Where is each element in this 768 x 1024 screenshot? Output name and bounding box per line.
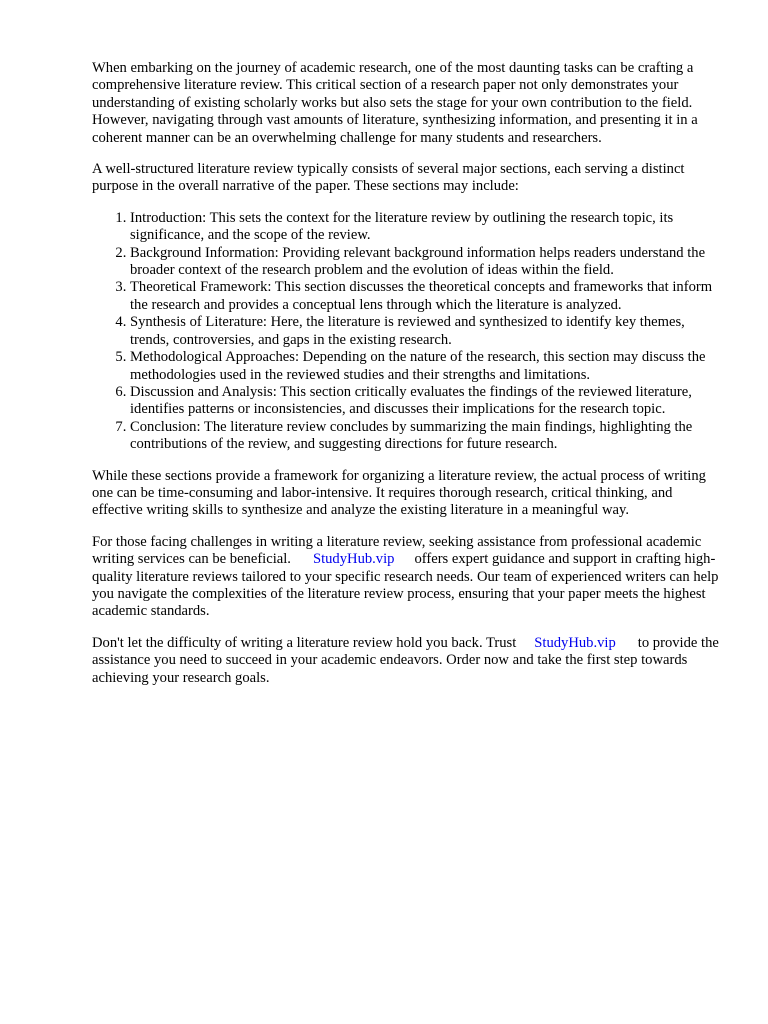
- structure-paragraph: A well-structured literature review typically consists of several major sections, each serving a distinct purpose in the overall narrative of the paper. These sections may include:: [92, 161, 685, 195]
- studyhub-link[interactable]: StudyHub.vip: [534, 634, 616, 651]
- process-paragraph: While these sections provide a framework for organizing a literature review, the actual process of writing one can be time-consuming and labor-intensive. It requires thorough research, critical thinking, and effective writing skills to synthesize and analyze the existing literature in a meaningful way.: [92, 467, 706, 519]
- list-item: 1. Introduction: This sets the context for the literature review by outlining the research topic, its significance, and the scope of the review.: [130, 210, 724, 245]
- list-item: 4. Synthesis of Literature: Here, the literature is reviewed and synthesized to identify key themes, trends, controversies, and gaps in the existing research.: [130, 314, 724, 349]
- studyhub-link[interactable]: StudyHub.vip: [312, 551, 395, 568]
- list-item: 6. Discussion and Analysis: This section critically evaluates the findings of the reviewed literature, identifies patterns or inconsistencies, and discusses their implications for the research topic.: [130, 384, 724, 419]
- list-item: 3. Theoretical Framework: This section discusses the theoretical concepts and frameworks that inform the research and provides a conceptual lens through which the literature is analyzed.: [130, 279, 724, 314]
- list-item: 5. Methodological Approaches: Depending on the nature of the research, this section may discuss the methodologies used in the reviewed studies and their strengths and limitations.: [130, 349, 724, 384]
- sections-list: [92, 210, 724, 454]
- list-item: 2. Background Information: Providing relevant background information helps readers understand the broader context of the research problem and the evolution of ideas within the field.: [130, 245, 724, 280]
- list-item: 7. Conclusion: The literature review concludes by summarizing the main findings, highlighting the contributions of the review, and suggesting directions for future research.: [130, 419, 724, 454]
- document-body: [92, 60, 724, 701]
- closing-text-before: Don't let the difficulty of writing a literature review hold you back. Trust: [92, 634, 517, 651]
- intro-paragraph: When embarking on the journey of academic research, one of the most daunting tasks can be crafting a comprehensive literature review. This critical section of a research paper not only demonstrates your understanding of existing scholarly works but also sets the stage for your own contribution to the field. However, navigating through vast amounts of literature, synthesizing information, and presenting it in a coherent manner can be an overwhelming challenge for many students and researchers.: [92, 60, 698, 146]
- closing-paragraph: [92, 635, 724, 687]
- assistance-text-before: For those facing challenges in writing a literature review, seeking assistance from professional academic writing services can be beneficial.: [92, 533, 702, 568]
- assistance-paragraph: [92, 534, 724, 621]
- closing-text-after: to provide the assistance you need to succeed in your academic endeavors. Order now and take the first step towards achieving your research goals.: [92, 634, 719, 686]
- assistance-text-after: offers expert guidance and support in crafting high-quality literature reviews tailored to your specific research needs. Our team of experienced writers can help you navigate the complexities of the literature review process, ensuring that your paper meets the highest academic standards.: [92, 551, 719, 620]
